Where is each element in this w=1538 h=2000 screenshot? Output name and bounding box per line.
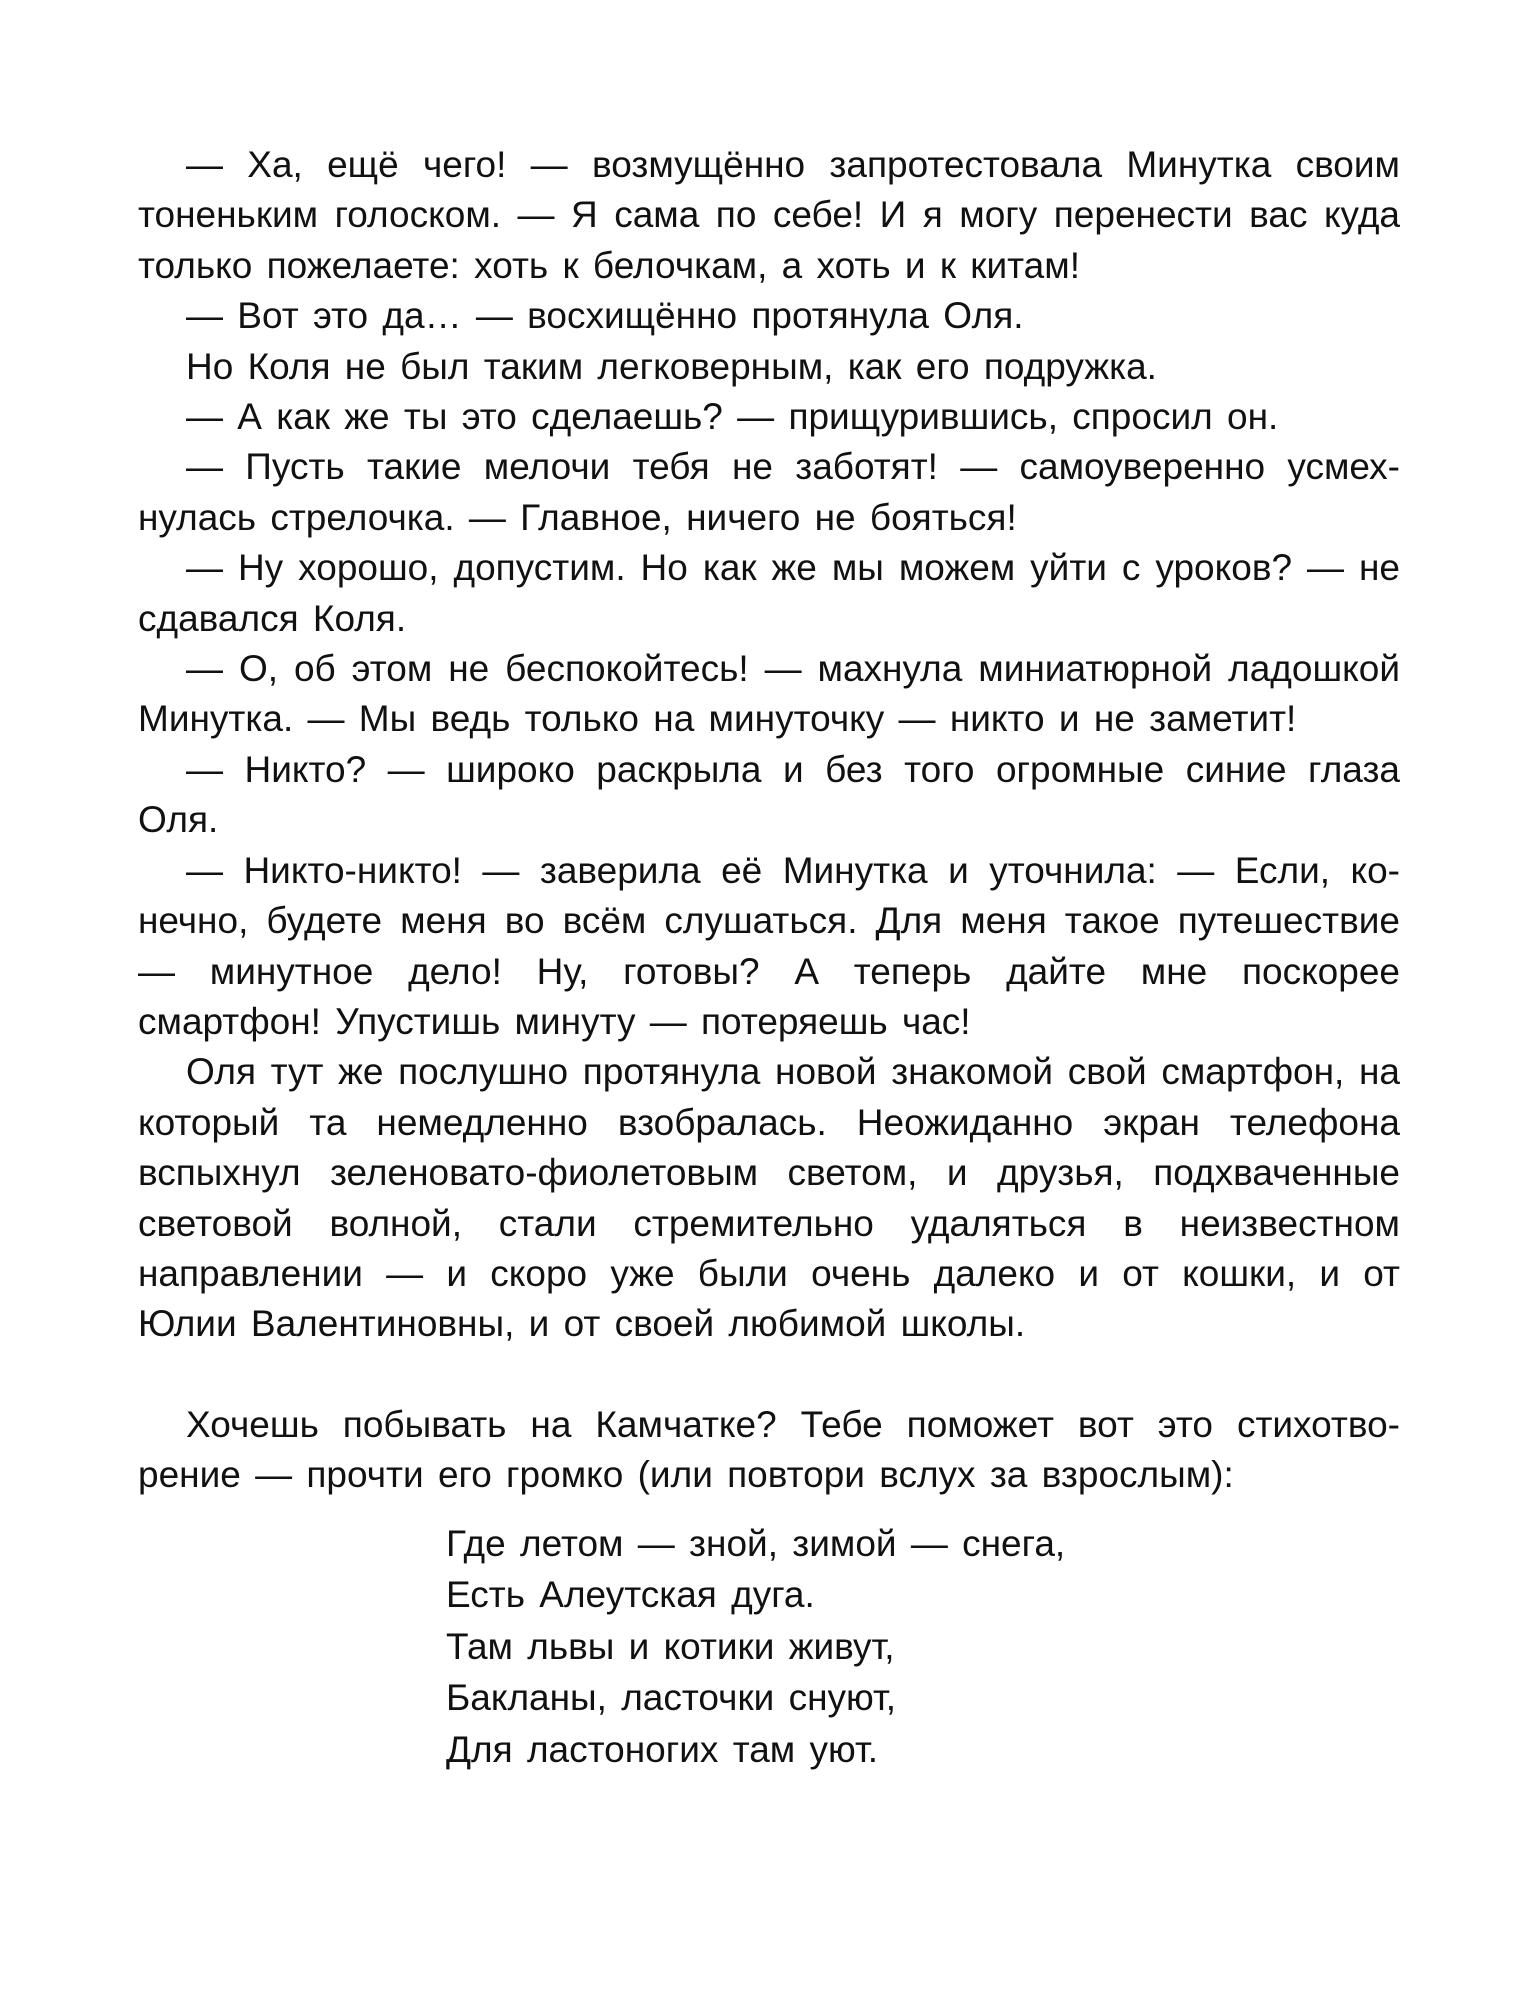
poem <box>446 1518 1400 1776</box>
poem-line: Там львы и котики живут, <box>446 1625 895 1667</box>
poem-line: Бакланы, ласточки снуют, <box>446 1677 897 1719</box>
paragraph: — Ну хорошо, допустим. Но как же мы можем уйти с уроков? — не сдавался Коля. <box>138 547 1400 639</box>
paragraph: Но Коля не был таким легковерным, как его подружка. <box>186 345 1157 387</box>
task-instruction: Хочешь побывать на Камчатке? Тебе поможет вот это стихотворение — прочти его громко (или повтори вслух за взрослым): <box>138 1403 1400 1496</box>
paragraph: — О, об этом не беспокойтесь! — махнула миниатюрной ладошкой Минутка. — Мы ведь только на минуточку — никто и не заметит! <box>138 648 1400 740</box>
task-block <box>138 1400 1400 1501</box>
story-text <box>138 140 1400 1350</box>
book-page <box>138 140 1400 1775</box>
poem-line: Для ластоногих там уют. <box>446 1728 879 1770</box>
paragraph: — Никто? — широко раскрыла и без того огромные синие глаза Оля. <box>138 748 1400 841</box>
paragraph: — А как же ты это сделаешь? — прищурившись, спросил он. <box>186 396 1279 438</box>
paragraph: Оля тут же послушно протянула новой знакомой свой смартфон, на который та немедленно взобралась. Неожиданно экран телефона вспыхнул зеленовато-фиолетовым светом, и друзья, подхваченные световой волной, стали стремительно удаляться в неизвестном направлении — и скоро уже были очень далеко и от кошки, и от Юлии Валентиновны, и от своей любимой школы. <box>138 1051 1400 1345</box>
paragraph: — Вот это да… — восхищённо протянула Оля. <box>186 295 1024 337</box>
poem-line: Где летом — зной, зимой — снега, <box>446 1522 1066 1564</box>
poem-line: Есть Алеутская дуга. <box>446 1574 815 1616</box>
paragraph: — Ха, ещё чего! — возмущённо запротестовала Минутка своим тоненьким голоском. — Я сама по себе! И я могу перенести вас куда только пожелаете: хоть к белочкам, а хоть и к китам! <box>138 144 1400 286</box>
paragraph: — Никто-никто! — заверила её Минутка и уточнила: — Если, конечно, будете меня во всём слушаться. Для меня такое путешествие — минутное дело! Ну, готовы? А теперь дайте мне поскорее смартфон! Упустишь минуту — потеряешь час! <box>138 849 1400 1042</box>
paragraph: — Пусть такие мелочи тебя не заботят! — самоуверенно усмехнулась стрелочка. — Главное, ничего не бояться! <box>138 446 1400 538</box>
